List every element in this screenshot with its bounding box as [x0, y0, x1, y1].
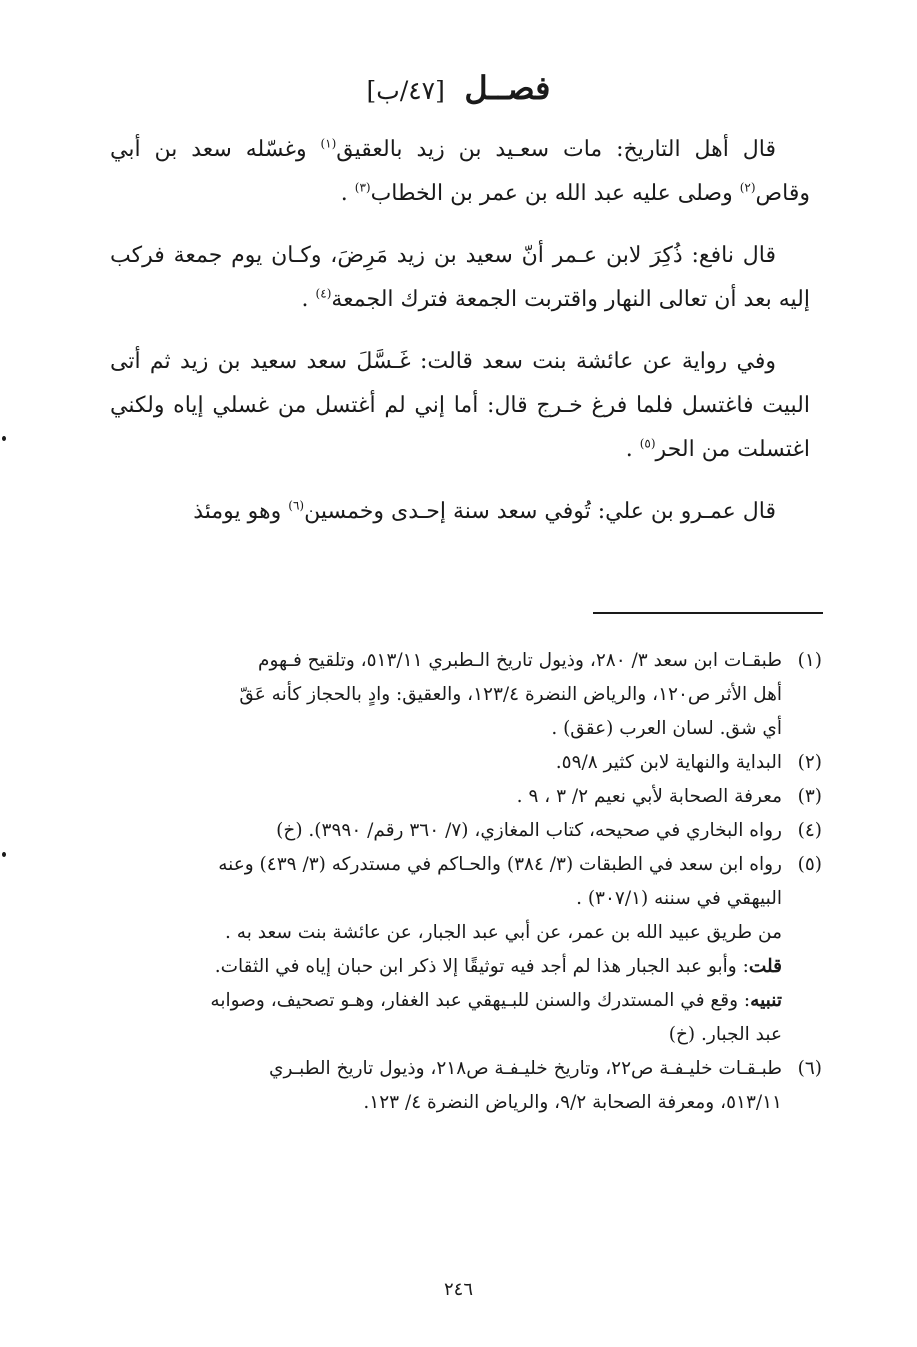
footnote-number: (٤) [797, 820, 822, 841]
footnote-ref-4: (٤) [315, 286, 332, 301]
paragraph-2-text-b: . [301, 287, 316, 312]
footnote-6 [110, 1052, 822, 1120]
paragraph-2 [110, 234, 810, 322]
footnote-separator [593, 612, 823, 614]
footnote-note-tanbih [110, 984, 782, 1018]
footnote-body [110, 814, 782, 848]
footnote-4 [110, 814, 822, 848]
footnote-3 [110, 780, 822, 814]
footnote-line: أهل الأثر ص١٢٠، والرياض النضرة ١٢٣/٤، والعقيق: وادٍ بالحجاز كأنه عَقّ [239, 684, 782, 705]
paragraph-1-text-b: وغسّله سعد بن أبي وقاص [110, 137, 810, 206]
footnote-note-qult [110, 950, 782, 984]
tanbih-text: : وقع في المستدرك والسنن للبـيهقي عبد الغفار، وهـو تصحيف، وصوابه [210, 990, 751, 1011]
paragraph-3-text-b: . [625, 437, 640, 462]
scan-speck [2, 436, 6, 441]
footnote-body [110, 780, 782, 814]
footnote-line: عبد الجبار. (خ) [668, 1024, 782, 1045]
footnote-line: رواه البخاري في صحيحه، كتاب المغازي، (٧/ ٣٦٠ رقم/ ٣٩٩٠). (خ) [276, 820, 782, 841]
section-heading [0, 66, 917, 113]
footnote-line: البداية والنهاية لابن كثير ٥٩/٨. [555, 752, 782, 773]
footnote-line: من طريق عبيد الله بن عمر، عن أبي عبد الجبار، عن عائشة بنت سعد به . [225, 922, 782, 943]
footnote-line: معرفة الصحابة لأبي نعيم ٢/ ٣ ، ٩ . [516, 786, 782, 807]
footnote-body [110, 1052, 782, 1120]
footnote-number: (٣) [797, 786, 822, 807]
footnote-5-continuation [110, 916, 822, 1052]
footnote-ref-1: (١) [320, 136, 337, 151]
paragraph-1 [110, 128, 810, 216]
footnote-5 [110, 848, 822, 916]
qult-label: قلت [748, 956, 782, 977]
main-text [110, 128, 810, 552]
footnote-body [110, 848, 782, 916]
paragraph-4 [110, 490, 810, 534]
footnote-line: ٥١٣/١١، ومعرفة الصحابة ٩/٢، والرياض النضرة ٤/ ١٢٣. [363, 1092, 782, 1113]
footnote-number: (١) [797, 650, 822, 671]
page-number: ٢٤٦ [443, 1279, 473, 1300]
footnote-number: (٢) [797, 752, 822, 773]
footnote-2 [110, 746, 822, 780]
footnote-ref-5: (٥) [639, 436, 656, 451]
footnote-1 [110, 644, 822, 746]
footnote-ref-6: (٦) [288, 498, 305, 513]
paragraph-1-text-a: قال أهل التاريخ: مات سعـيد بن زيد بالعقيق [336, 137, 776, 162]
heading-title: فصــل [464, 69, 551, 107]
footnote-number: (٦) [797, 1058, 822, 1079]
paragraph-3 [110, 340, 810, 472]
footnote-line: البيهقي في سننه (٣٠٧/١) . [576, 888, 782, 909]
footnote-line: أي شق. لسان العرب (عقق) . [551, 718, 782, 739]
footnote-line: طبقـات ابن سعد ٣/ ٢٨٠، وذيول تاريخ الـطبري ٥١٣/١١، وتلقيح فـهوم [258, 650, 782, 671]
scan-speck [2, 852, 6, 857]
footnotes [110, 644, 822, 1120]
paragraph-2-text-a: قال نافع: ذُكِرَ لابن عـمر أنّ سعيد بن زيد مَرِضَ، وكـان يوم جمعة فركب إليه بعد أن تعالى النهار واقتربت الجمعة فترك الجمعة [110, 243, 810, 312]
footnote-ref-2: (٢) [739, 180, 756, 195]
paragraph-1-text-d: . [340, 181, 355, 206]
paragraph-4-text-a: قال عمـرو بن علي: تُوفي سعد سنة إحـدى وخمسين [304, 499, 776, 524]
footnote-line: طبـقـات خليـفـة ص٢٢، وتاريخ خليـفـة ص٢١٨، وذيول تاريخ الطبـري [268, 1058, 782, 1079]
footnote-number: (٥) [797, 854, 822, 875]
qult-text: : وأبو عبد الجبار هذا لم أجد فيه توثيقًا إلا ذكر ابن حبان إياه في الثقات. [214, 956, 749, 977]
footnote-line: رواه ابن سعد في الطبقات (٣/ ٣٨٤) والحـاكم في مستدركه (٣/ ٤٣٩) وعنه [218, 854, 782, 875]
footnote-body [110, 644, 782, 746]
paragraph-3-text-a: وفي رواية عن عائشة بنت سعد قالت: غَـسَّلَ سعد سعيد بن زيد ثم أتى البيت فاغتسل فلما فرغ خـرج قال: أما إني لم أغتسل من غسلي إياه ولكني اغتسلت من الحر [110, 349, 810, 462]
footnote-body [110, 746, 782, 780]
tanbih-label: تنبيه [750, 990, 782, 1011]
heading-folio-ref: [٤٧/ب] [366, 76, 445, 105]
paragraph-4-text-b: وهو يومئذ [193, 499, 289, 524]
footnote-ref-3: (٣) [354, 180, 371, 195]
paragraph-1-text-c: وصلى عليه عبد الله بن عمر بن الخطاب [370, 181, 740, 206]
